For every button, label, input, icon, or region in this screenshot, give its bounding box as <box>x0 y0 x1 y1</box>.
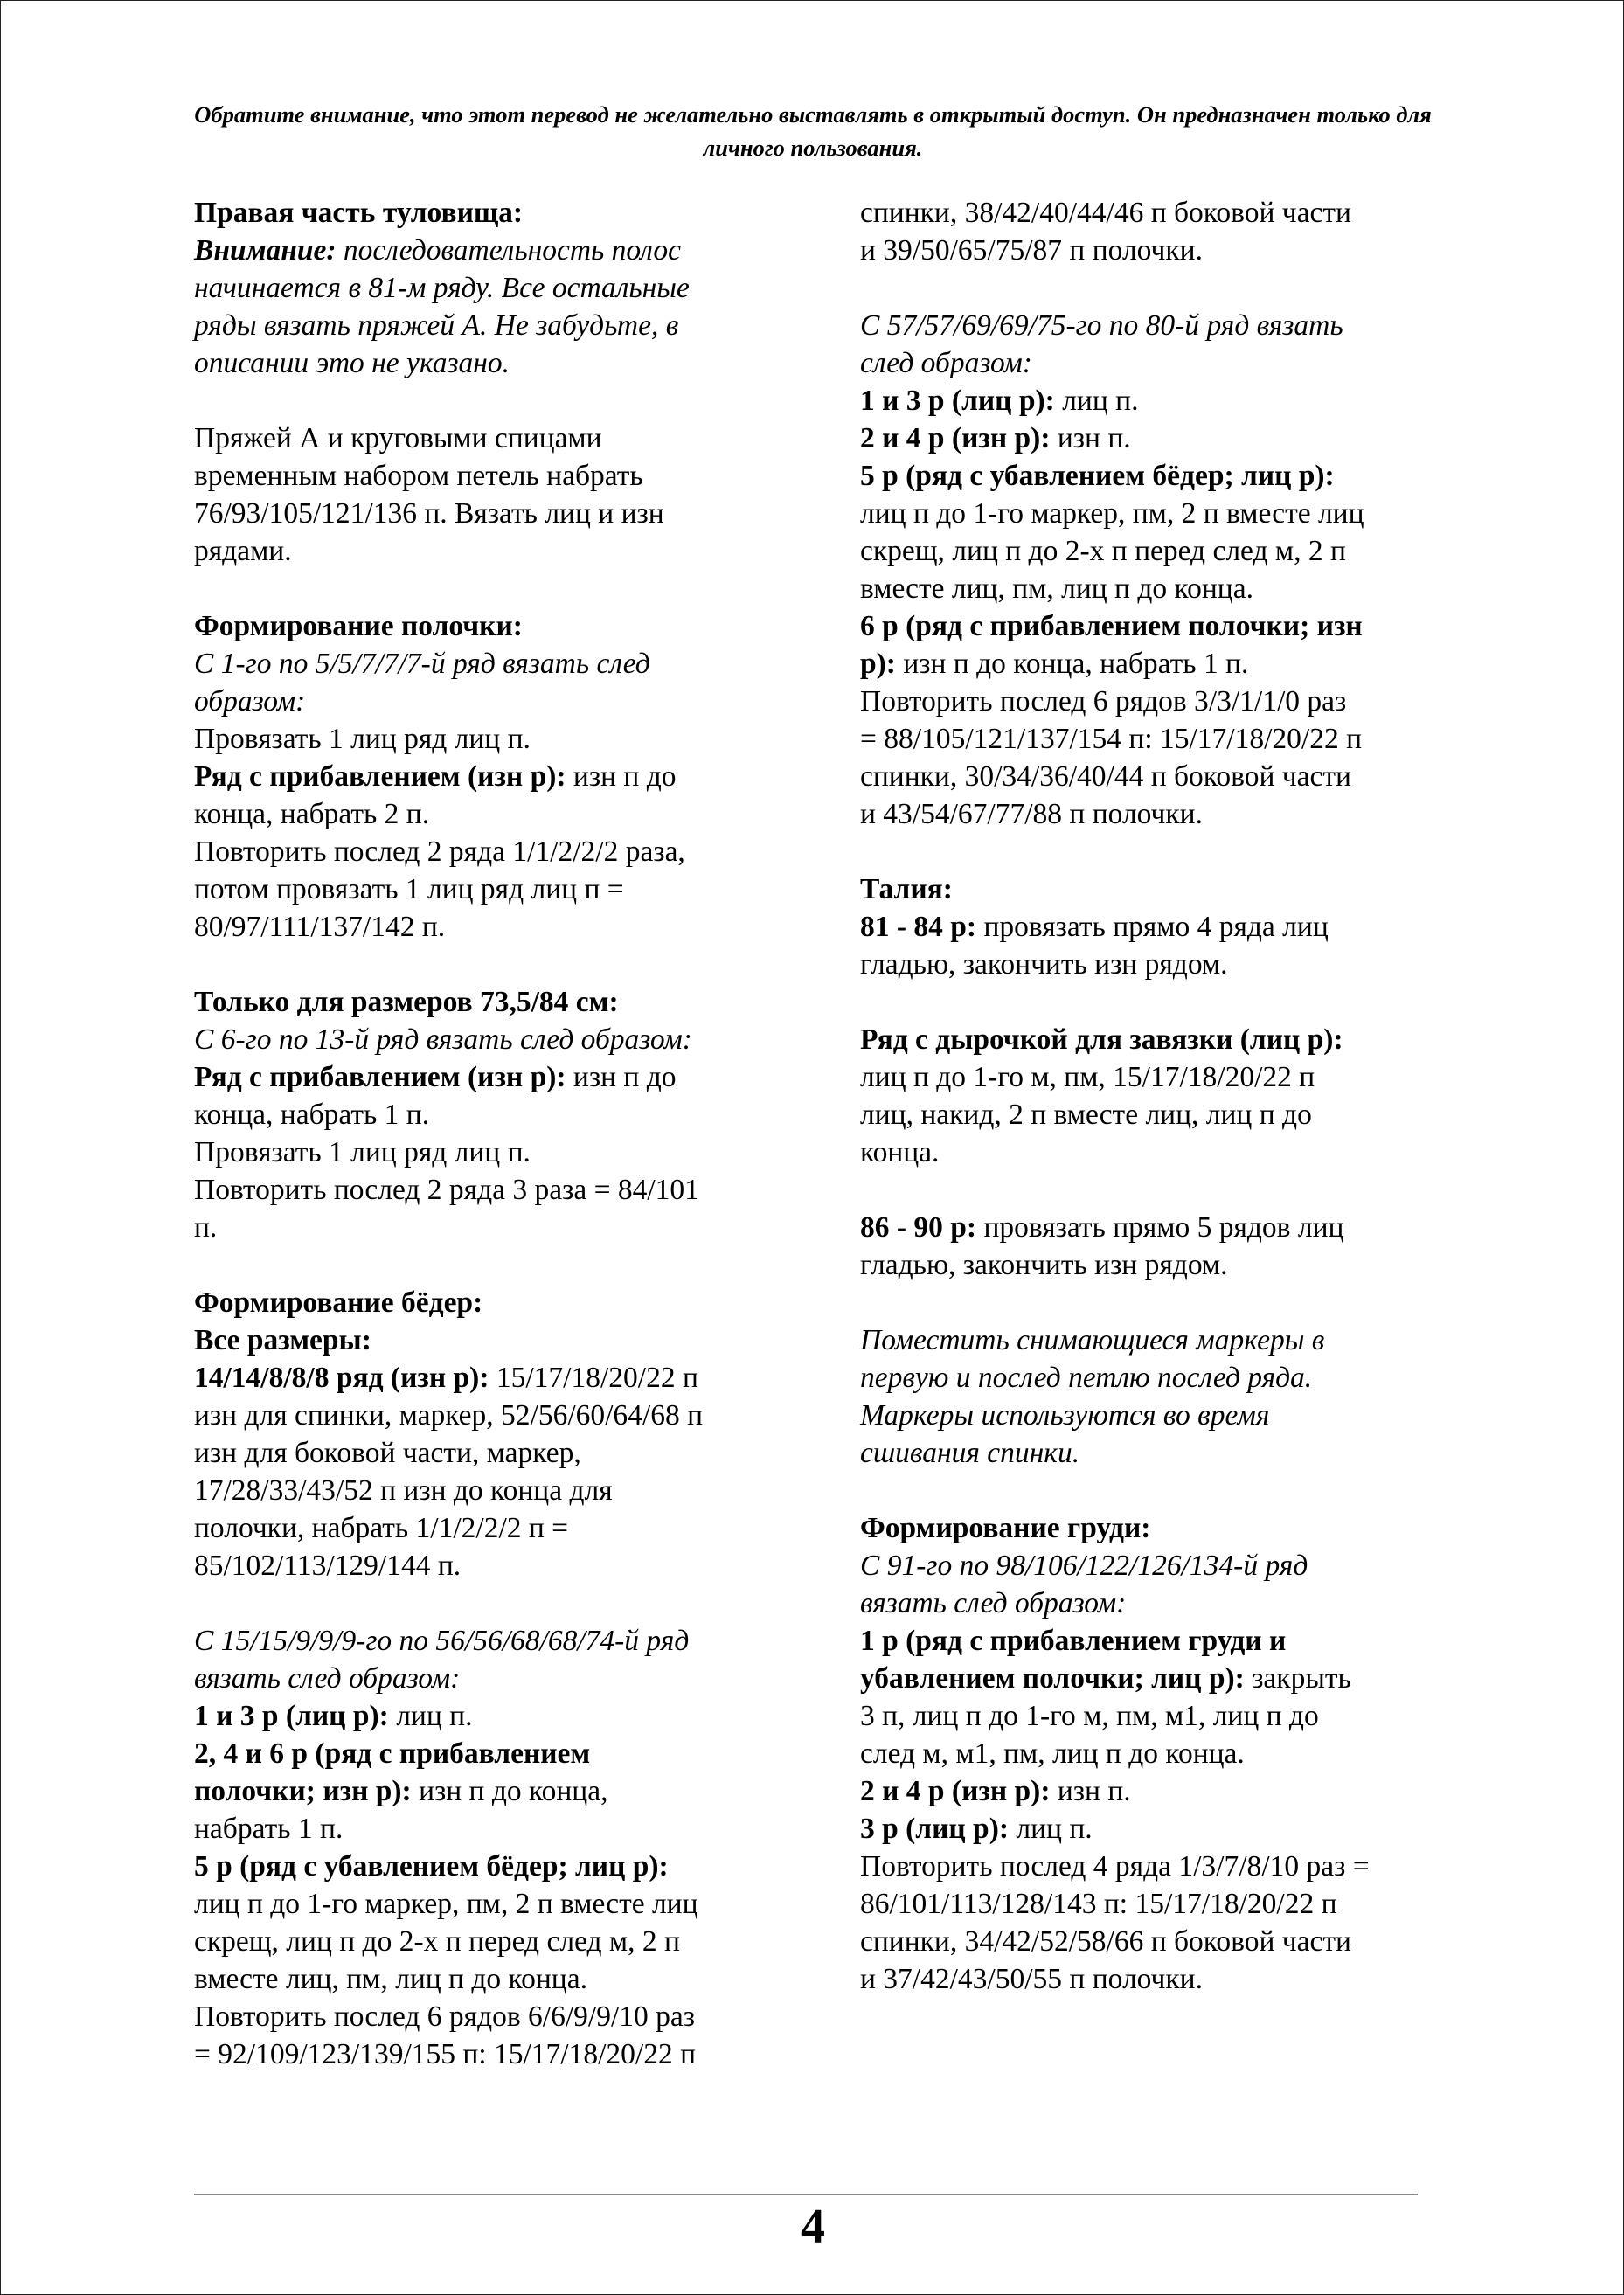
row-label: 2 и 4 р (изн р): <box>860 1775 1051 1807</box>
section-heading: Ряд с дырочкой для завязки (лиц р): <box>860 1023 1343 1056</box>
text-line: и 37/42/43/50/55 п полочки. <box>860 1963 1203 1995</box>
row-label: Ряд с прибавлением (изн р): <box>194 760 566 793</box>
instruction-italic: вязать след образом: <box>860 1587 1127 1619</box>
text-line: Повторить послед 2 ряда 3 раза = 84/101 <box>194 1174 699 1206</box>
text-line: 86/101/113/128/143 п: 15/17/18/20/22 п <box>860 1888 1337 1920</box>
row-text: 15/17/18/20/22 п <box>489 1362 698 1394</box>
notice-line: предназначен только для личного пользования. <box>703 101 1432 161</box>
continued-paragraph <box>860 194 1437 269</box>
row-label: 2 и 4 р (изн р): <box>860 422 1051 454</box>
text-line: гладью, закончить изн рядом. <box>860 948 1228 981</box>
text-line: лиц п до 1-го м, пм, 15/17/18/20/22 п <box>860 1061 1315 1093</box>
text-line: спинки, 34/42/52/58/66 п боковой части <box>860 1925 1351 1958</box>
text-line: Повторить послед 2 ряда 1/1/2/2/2 раза, <box>194 835 685 868</box>
text-line: лиц, накид, 2 п вместе лиц, лиц п до <box>860 1099 1312 1131</box>
row-label: полочки; изн р): <box>194 1775 412 1807</box>
row-text: изн п до <box>566 760 677 793</box>
usage-notice <box>176 98 1450 164</box>
row-text: изн п. <box>1050 1775 1131 1807</box>
row-label: Ряд с прибавлением (изн р): <box>194 1061 566 1093</box>
text-line: Провязать 1 лиц ряд лиц п. <box>194 1136 531 1168</box>
text-line: Повторить послед 6 рядов 6/6/9/9/10 раз <box>194 2000 696 2033</box>
section-sizes-only <box>194 983 788 1246</box>
section-heading: Формирование бёдер: <box>194 1286 483 1319</box>
notice-line: Обратите внимание, что этот перевод не желательно выставлять в открытый доступ. Он <box>194 101 1167 128</box>
row-label: 6 р (ряд с прибавлением полочки; изн <box>860 610 1363 642</box>
row-label: 1 р (ряд с прибавлением груди и <box>860 1625 1287 1657</box>
row-label: 81 - 84 р: <box>860 911 977 943</box>
attention-text: описании это не указано. <box>194 347 510 379</box>
text-line: полочки, набрать 1/1/2/2/2 п = <box>194 1512 569 1544</box>
text-line: вместе лиц, пм, лиц п до конца. <box>860 572 1253 605</box>
text-line: вместе лиц, пм, лиц п до конца. <box>194 1963 587 1995</box>
row-label: 5 р (ряд с убавлением бёдер; лиц р): <box>194 1850 669 1882</box>
section-heading: Правая часть туловища: <box>194 197 524 229</box>
right-column <box>860 194 1437 1998</box>
text-line: временным набором петель набрать <box>194 460 643 492</box>
row-label: 1 и 3 р (лиц р): <box>194 1700 389 1732</box>
cast-on-paragraph <box>194 419 788 570</box>
text-line: 17/28/33/43/52 п изн до конца для <box>194 1474 613 1507</box>
text-line: Повторить послед 6 рядов 3/3/1/1/0 раз <box>860 685 1347 718</box>
text-line: п. <box>194 1211 218 1244</box>
section-bust-shaping <box>860 1509 1437 1998</box>
row-text: лиц п. <box>1009 1813 1093 1845</box>
row-text: изн п до <box>566 1061 677 1093</box>
instruction-italic: С 1-го по 5/5/7/7/7-й ряд вязать след <box>194 648 650 680</box>
row-text: закрыть <box>1244 1662 1351 1695</box>
text-line: конца, набрать 2 п. <box>194 798 430 830</box>
instruction-italic: сшивания спинки. <box>860 1437 1080 1469</box>
section-heading: Талия: <box>860 873 953 905</box>
text-line: Повторить послед 4 ряда 1/3/7/8/10 раз = <box>860 1850 1370 1882</box>
section-hip-shaping <box>194 1284 788 1584</box>
row-label: 1 и 3 р (лиц р): <box>860 385 1055 417</box>
text-line: спинки, 38/42/40/44/46 п боковой части <box>860 197 1351 229</box>
left-column <box>194 194 788 2073</box>
text-line: изн для спинки, маркер, 52/56/60/64/68 п <box>194 1399 704 1432</box>
text-line: лиц п до 1-го маркер, пм, 2 п вместе лиц <box>194 1888 698 1920</box>
footer-divider <box>194 2194 1418 2195</box>
row-label: р): <box>860 648 896 680</box>
page-number: 4 <box>801 2200 825 2254</box>
section-heading: Только для размеров 73,5/84 см: <box>194 986 619 1018</box>
row-text: провязать прямо 5 рядов лиц <box>976 1211 1344 1244</box>
row-label: 86 - 90 р: <box>860 1211 977 1244</box>
text-line: и 39/50/65/75/87 п полочки. <box>860 234 1203 267</box>
row-label: 5 р (ряд с убавлением бёдер; лиц р): <box>860 460 1335 492</box>
text-line: 3 п, лиц п до 1-го м, пм, м1, лиц п до <box>860 1700 1319 1732</box>
row-text: изн п до конца, набрать 1 п. <box>895 648 1249 680</box>
instruction-italic: Маркеры используются во время <box>860 1399 1270 1432</box>
instruction-italic: С 57/57/69/69/75-го по 80-й ряд вязать <box>860 309 1343 342</box>
section-eyelet-row <box>860 1021 1437 1171</box>
row-label: 3 р (лиц р): <box>860 1813 1010 1845</box>
attention-text: начинается в 81-м ряду. Все остальные <box>194 272 690 304</box>
text-line: Пряжей А и круговыми спицами <box>194 422 602 454</box>
instruction-italic: С 15/15/9/9/9-го по 56/56/68/68/74-й ряд <box>194 1625 690 1657</box>
text-line: 76/93/105/121/136 п. Вязать лиц и изн <box>194 497 664 530</box>
text-line: = 92/109/123/139/155 п: 15/17/18/20/22 п <box>194 2038 697 2070</box>
instruction-italic: С 6-го по 13-й ряд вязать след образом: <box>194 1023 692 1056</box>
text-line: гладью, закончить изн рядом. <box>860 1249 1228 1281</box>
row-label: 14/14/8/8/8 ряд (изн р): <box>194 1362 489 1394</box>
markers-note <box>860 1321 1437 1472</box>
attention-text: последовательность полос <box>336 234 681 267</box>
section-rows-15-56 <box>194 1622 788 2073</box>
row-text: лиц п. <box>388 1700 473 1732</box>
row-label: убавлением полочки; лиц р): <box>860 1662 1245 1695</box>
instruction-italic: след образом: <box>860 347 1032 379</box>
text-line: рядами. <box>194 535 292 567</box>
text-line: 80/97/111/137/142 п. <box>194 911 446 943</box>
attention-text: ряды вязать пряжей А. Не забудьте, в <box>194 309 679 342</box>
section-right-body <box>194 194 788 382</box>
text-line: лиц п до 1-го маркер, пм, 2 п вместе лиц <box>860 497 1364 530</box>
text-line: = 88/105/121/137/154 п: 15/17/18/20/22 п <box>860 723 1363 755</box>
row-text: изн п. <box>1050 422 1131 454</box>
section-rows-86-90 <box>860 1209 1437 1284</box>
section-heading: Формирование полочки: <box>194 610 523 642</box>
instruction-italic: образом: <box>194 685 306 718</box>
text-line: след м, м1, пм, лиц п до конца. <box>860 1737 1245 1770</box>
instruction-italic: С 91-го по 98/106/122/126/134-й ряд <box>860 1550 1308 1582</box>
text-line: изн для боковой части, маркер, <box>194 1437 581 1469</box>
text-line: конца. <box>860 1136 940 1168</box>
text-line: потом провязать 1 лиц ряд лиц п = <box>194 873 624 905</box>
row-text: изн п до конца, <box>411 1775 608 1807</box>
section-waist <box>860 870 1437 983</box>
section-heading: Формирование груди: <box>860 1512 1151 1544</box>
text-line: скрещ, лиц п до 2-х п перед след м, 2 п <box>194 1925 680 1958</box>
text-line: 85/102/113/129/144 п. <box>194 1550 462 1582</box>
text-line: конца, набрать 1 п. <box>194 1099 430 1131</box>
text-line: Провязать 1 лиц ряд лиц п. <box>194 723 531 755</box>
section-front-shaping <box>194 607 788 946</box>
section-rows-57-80 <box>860 307 1437 833</box>
text-line: спинки, 30/34/36/40/44 п боковой части <box>860 760 1351 793</box>
instruction-italic: первую и послед петлю послед ряда. <box>860 1362 1313 1394</box>
text-line: набрать 1 п. <box>194 1813 344 1845</box>
text-line: скрещ, лиц п до 2-х п перед след м, 2 п <box>860 535 1346 567</box>
instruction-italic: вязать след образом: <box>194 1662 461 1695</box>
row-text: лиц п. <box>1054 385 1139 417</box>
instruction-italic: Поместить снимающиеся маркеры в <box>860 1324 1325 1356</box>
row-label: 2, 4 и 6 р (ряд с прибавлением <box>194 1737 591 1770</box>
subheading: Все размеры: <box>194 1324 371 1356</box>
row-text: провязать прямо 4 ряда лиц <box>976 911 1329 943</box>
text-line: и 43/54/67/77/88 п полочки. <box>860 798 1203 830</box>
attention-label: Внимание: <box>194 234 337 267</box>
